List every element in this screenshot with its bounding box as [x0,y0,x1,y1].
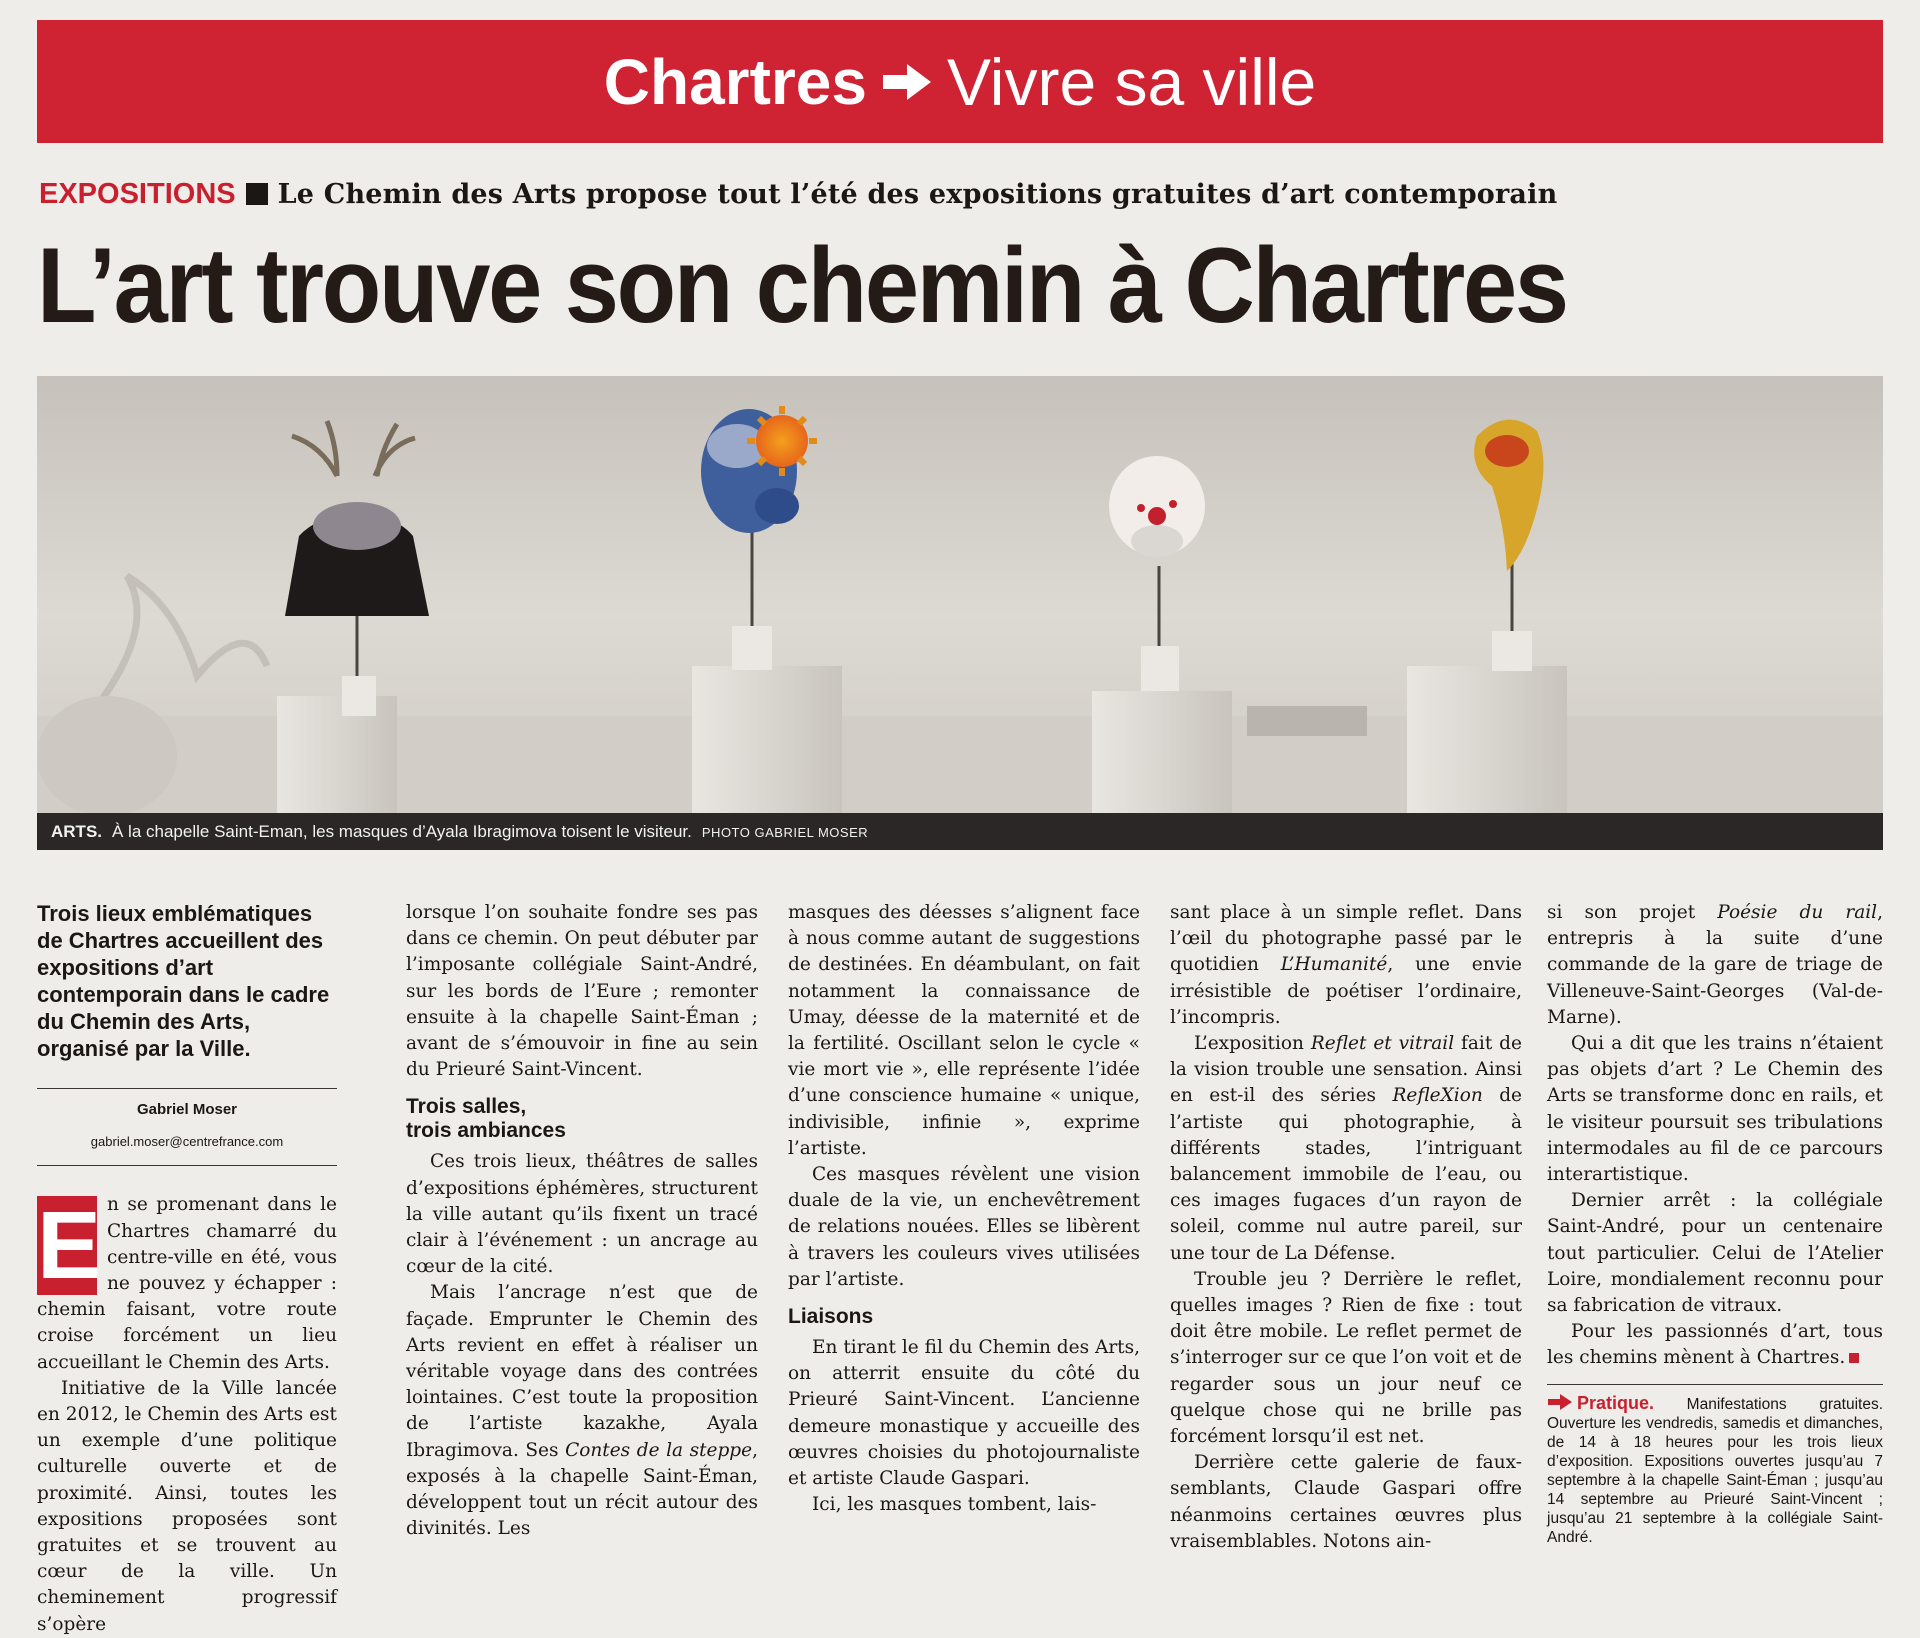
work-title: Reflet et vitrail [1310,1033,1455,1055]
photo-credit: PHOTO GABRIEL MOSER [701,825,869,840]
text-run: sant place à un simple reflet. Dans l’œil du photographe passé par le quotidien [1170,902,1522,976]
text-run: si son projet [1547,902,1696,923]
body-paragraph [1547,1319,1883,1371]
body-paragraph: En tirant le fil du Chemin des Arts, on atterrit ensuite du côté du Prieuré Saint-Vincent. L’ancienne demeure monastique y accueille des œuvres choisies du photojournaliste et artiste Claude Gaspari. [788,1337,1140,1490]
body-paragraph: Derrière cette galerie de faux-semblants, Claude Gaspari offre néanmoins certaines œuvres plus vraisemblables. Notons ain- [1170,1452,1522,1552]
text-run: , une envie irrésistible de poétiser l’ordinaire, l’incompris. [1170,954,1522,1028]
text-run: Mais l’ancrage n’est que de façade. Emprunter le Chemin des Arts revient en effet à réaliser un véritable voyage dans des contrées lointaines. C’est toute la proposition de l’artiste kazakhe, Ayala Ibragimova. Ses [406,1282,758,1461]
article-intro: Trois lieux emblématiques de Chartres accueillent des expositions d’art contemporain dans le cadre du Chemin des Arts, organisé par la Ville. [37,901,330,1061]
section-banner [37,20,1883,143]
work-title: Contes de la steppe [565,1439,753,1461]
subhead-line: Trois salles, [406,1095,527,1119]
column-3 [788,900,1140,1518]
work-title: L’Humanité [1280,954,1388,976]
body-paragraph: Trouble jeu ? Derrière le reflet, quelles images ? Rien de fixe : tout doit être mobile. Le reflet permet de s’interroger sur ce que l’on voit et de regarder sous un jour neuf ce quelque chose qui ne brille pas forcément lorsqu’il est net. [1170,1268,1522,1448]
subhead-line: trois ambiances [406,1119,566,1143]
practical-title: Pratique. [1577,1392,1655,1413]
practical-text: Manifestations gratuites. Ouverture les vendredis, samedis et dimanches, de 14 à 18 heures pour les trois lieux d’exposition. Expositions ouvertes jusqu’au 7 septembre à la chapelle Saint-Éman ; jusqu’au 14 septembre au Prieuré Saint-Vincent ; jusqu’au 21 septembre à la collégiale Saint-André. [1547,1395,1883,1546]
kicker [39,171,1557,217]
body-paragraph [406,1280,758,1542]
body-paragraph [1170,900,1522,1031]
text-run: , entrepris à la suite d’une commande de la gare de triage de Villeneuve-Saint-Georges (Val-de-Marne). [1547,902,1883,1028]
subhead-trois-salles [406,1095,758,1143]
body-paragraph: lorsque l’on souhaite fondre ses pas dans ce chemin. On peut débuter par l’imposante collégiale Saint-André, sur les bords de l’Eure ; remonter ensuite à la chapelle Saint-Éman ; avant de s’émouvoir in fine au sein du Prieuré Saint-Vincent. [406,902,758,1081]
body-paragraph: Qui a dit que les trains n’étaient pas objets d’art ? Le Chemin des Arts se transforme donc en rails, et le visiteur poursuit ses tribulations intermodales au fil de ce parcours interartistique. [1547,1033,1883,1186]
work-title: RefleXion [1392,1085,1483,1107]
column-4 [1170,900,1522,1555]
author-name: Gabriel Moser [136,1101,238,1118]
square-bullet-icon [246,183,268,205]
author-email[interactable]: gabriel.moser@centrefrance.com [90,1134,284,1150]
photo-caption [37,813,1883,850]
headline: L’art trouve son chemin à Chartres [37,225,1567,345]
kicker-category: EXPOSITIONS [39,177,236,210]
kicker-text: Le Chemin des Arts propose tout l’été des expositions gratuites d’art contemporain [277,178,1558,210]
body-paragraph: Ici, les masques tombent, lais- [812,1494,1097,1516]
body-paragraph: Dernier arrêt : la collégiale Saint-André, pour un centenaire tout particulier. Celui de l’Atelier Loire, mondialement reconnu pour sa fabrication de vitraux. [1547,1190,1883,1317]
text-run: L’exposition [1194,1033,1304,1055]
practical-info-box [1547,1384,1883,1547]
article-photo [37,376,1883,813]
body-paragraph: Ces masques révèlent une vision duale de la vie, un enchevêtrement de relations nouées. Elles se libèrent à travers les couleurs vives utilisées par l’artiste. [788,1164,1140,1290]
body-paragraph: Ces trois lieux, théâtres de salles d’expositions éphémères, structurent la ville autant qu’ils fixent un tracé clair à l’événement : un ancrage au cœur de la cité. [406,1151,758,1278]
opening-paragraph [37,1192,337,1375]
column-2 [406,900,758,1542]
author-box [37,1088,337,1166]
body-paragraph: masques des déesses s’alignent face à nous comme autant de suggestions de destinées. En déambulant, on fait notamment la connaissance de Umay, déesse de la maternité et de la fertilité. Oscillant selon le cycle « vie mort vie », elle représente l’idée d’une conscience humaine « unique, indivisible, infinie », exprime l’artiste. [788,902,1140,1159]
column-5 [1547,900,1883,1547]
subhead-liaisons: Liaisons [788,1305,874,1329]
body-paragraph [1547,900,1883,1031]
text-run: Pour les passionnés d’art, tous les chemins mènent à Chartres. [1547,1321,1883,1369]
caption-text: À la chapelle Saint-Eman, les masques d’Ayala Ibragimova toisent le visiteur. [112,822,692,841]
drop-cap: E [37,1192,102,1300]
work-title: Poésie du rail [1717,902,1878,923]
banner-city: Chartres [603,45,867,118]
author-divider [37,1165,337,1166]
arrow-right-icon [881,62,933,102]
text-run: , exposés à la chapelle Saint-Éman, développent tout un récit autour des divinités. Les [406,1439,758,1540]
gallery-photo-illustration [37,376,1883,813]
text-run: de l’artiste qui photographie, à différents stades, l’intriguant balancement immobile de l’eau, ou ces images fugaces d’un rayon de soleil, comme nul autre pareil, sur une tour de La Défense. [1170,1085,1522,1264]
banner-section: Vivre sa ville [946,44,1317,119]
caption-lead: ARTS. [51,822,102,841]
body-paragraph: n se promenant dans le Chartres chamarré du centre-ville en été, vous ne pouvez y échapper : chemin faisant, votre route croise forcément un lieu accueillant le Chemin des Arts. [37,1194,337,1373]
end-mark-icon [1849,1353,1859,1363]
arrow-right-icon [1547,1393,1573,1411]
text-run: fait de la vision trouble une sensation. Ainsi en est-il des séries [1170,1033,1522,1107]
column-1 [37,900,337,1638]
body-paragraph [1170,1031,1522,1267]
body-paragraph: Initiative de la Ville lancée en 2012, le Chemin des Arts est un exemple d’une politique culturelle ouverte et de proximité. Ainsi, toutes les expositions proposées sont gratuites et se trouvent au cœur de la ville. Un cheminement progressif s’opère [37,1377,337,1635]
